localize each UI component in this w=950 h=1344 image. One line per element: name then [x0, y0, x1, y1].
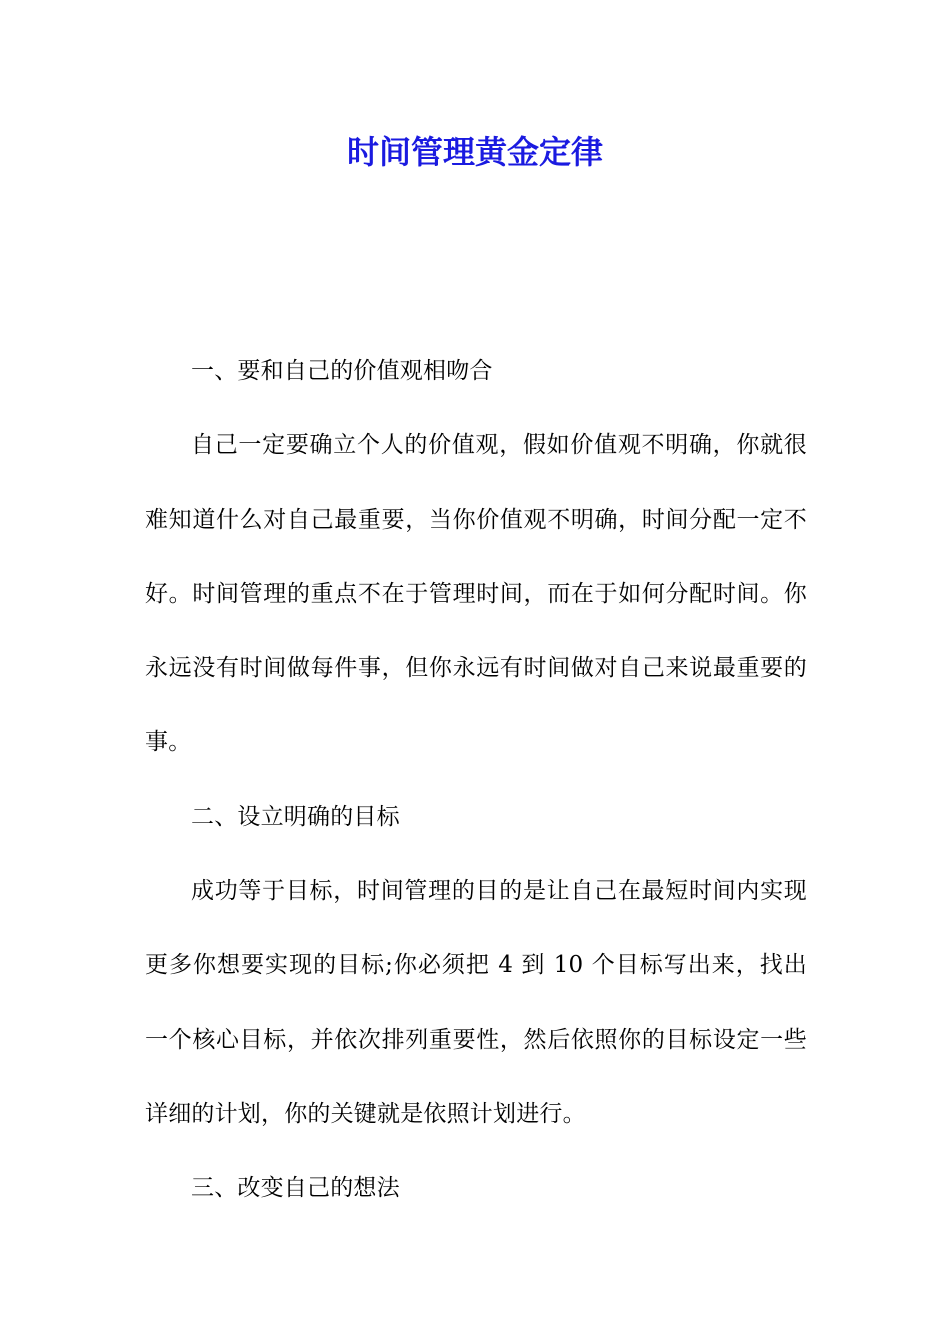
section-heading-3: 三、改变自己的想法	[191, 1175, 400, 1202]
section-paragraph-1: 自己一定要确立个人的价值观，假如价值观不明确，你就很难知道什么对自己最重要，当你价值观不明确，时间分配一定不好。时间管理的重点不在于管理时间，而在于如何分配时间。你永远没有时间做每件事，但你永远有时间做对自己来说最重要的事。	[145, 432, 807, 756]
document-title: 时间管理黄金定律	[346, 133, 603, 171]
document-body	[145, 334, 807, 1226]
section-heading-1: 一、要和自己的价值观相吻合	[191, 358, 493, 384]
section-heading-2: 二、设立明确的目标	[191, 803, 400, 830]
section-paragraph-2: 成功等于目标，时间管理的目的是让自己在最短时间内实现更多你想要实现的目标;你必须把 4 到 10 个目标写出来，找出一个核心目标，并依次排列重要性，然后依照你的目标设定一些详细的计划，你的关键就是依照计划进行。	[145, 878, 807, 1127]
